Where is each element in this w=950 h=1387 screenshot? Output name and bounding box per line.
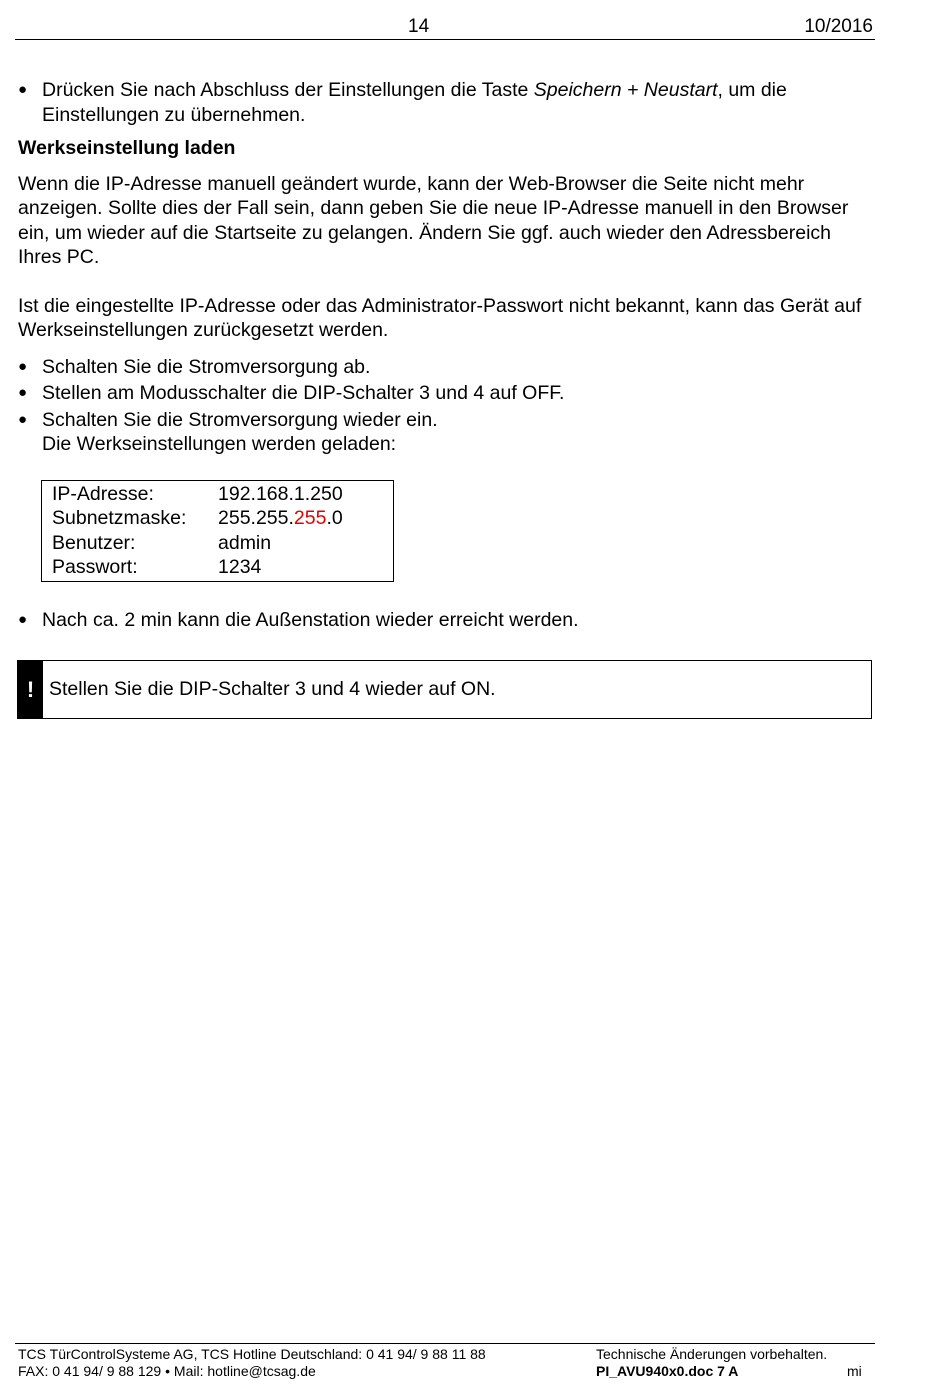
defaults-row-ip	[52, 482, 393, 507]
final-bullet	[18, 608, 878, 633]
ip-label: IP-Adresse:	[52, 482, 154, 505]
ip-value: 192.168.1.250	[218, 482, 343, 505]
user-label: Benutzer:	[52, 531, 136, 554]
step-text: Stellen am Modusschalter die DIP-Schalter 3 und 4 auf OFF.	[42, 382, 565, 404]
paragraph-reset: Ist die eingestellte IP-Adresse oder das Administrator-Passwort nicht bekannt, kann das Gerät auf Werkseinstellungen zurückgesetzt werden.	[18, 294, 862, 341]
bullet-icon: ●	[18, 357, 28, 375]
page-number: 14	[408, 16, 430, 37]
subnet-prefix: 255.255.	[218, 507, 294, 529]
steps-list	[18, 355, 878, 457]
footer-fax: FAX: 0 41 94/ 9 88 129	[18, 1363, 162, 1379]
user-value: admin	[218, 531, 272, 554]
list-item	[18, 381, 878, 406]
notice-box	[17, 660, 872, 719]
intro-text-before: Drücken Sie nach Abschluss der Einstellungen die Taste	[42, 79, 534, 101]
final-text: Nach ca. 2 min kann die Außenstation wieder erreicht werden.	[42, 608, 579, 631]
intro-bullet	[18, 78, 878, 127]
subnet-suffix: .0	[326, 507, 343, 529]
bullet-icon: ●	[18, 81, 28, 98]
list-item	[18, 408, 878, 457]
page-date: 10/2016	[804, 16, 873, 37]
footer-author: mi	[847, 1363, 862, 1379]
notice-text: Stellen Sie die DIP-Schalter 3 und 4 wieder auf ON.	[49, 678, 496, 700]
password-label: Passwort:	[52, 556, 138, 578]
footer-mail: Mail: hotline@tcsag.de	[173, 1363, 316, 1379]
section-title: Werkseinstellung laden	[18, 137, 236, 159]
list-item	[18, 355, 878, 380]
intro-text-after: , um die Einstellungen zu übernehmen.	[42, 79, 787, 126]
intro-text-emphasis: Speichern + Neustart	[533, 79, 718, 101]
page-footer	[15, 1343, 875, 1379]
defaults-row-user	[52, 531, 393, 556]
warning-icon: !	[18, 661, 43, 718]
bullet-icon: ●	[18, 410, 28, 428]
step-text: Schalten Sie die Stromversorgung ab.	[42, 355, 371, 378]
footer-contact	[18, 1346, 486, 1380]
footer-bullet-icon: •	[165, 1363, 171, 1379]
subnet-label: Subnetzmaske:	[52, 507, 187, 529]
defaults-row-subnet	[52, 506, 393, 531]
footer-document-info	[596, 1346, 827, 1380]
footer-company-line: TCS TürControlSysteme AG, TCS Hotline Deutschland: 0 41 94/ 9 88 11 88	[18, 1346, 486, 1362]
subnet-highlight: 255	[293, 507, 327, 529]
factory-defaults-box	[41, 480, 394, 582]
footer-contact-line	[18, 1363, 486, 1380]
bullet-icon: ●	[18, 610, 28, 628]
steps-note: Die Werkseinstellungen werden geladen:	[42, 433, 397, 455]
bullet-icon: ●	[18, 384, 28, 401]
footer-document-id: PI_AVU940x0.doc 7 A	[596, 1363, 739, 1379]
password-value: 1234	[218, 556, 262, 578]
paragraph-ip-change: Wenn die IP-Adresse manuell geändert wurde, kann der Web-Browser die Seite nicht mehr anzeigen. Sollte dies der Fall sein, dann geben Sie die neue IP-Adresse manuell in den Browser ein, um wieder auf die Startseite zu gelangen. Ändern Sie ggf. auch wieder den Adressbereich Ihres PC.	[18, 172, 849, 268]
page-content	[18, 78, 878, 632]
footer-disclaimer: Technische Änderungen vorbehalten.	[596, 1346, 828, 1362]
step-text: Schalten Sie die Stromversorgung wieder ein.	[42, 408, 438, 431]
page-header	[15, 14, 875, 40]
subnet-value	[218, 506, 343, 531]
defaults-row-password	[52, 555, 393, 580]
